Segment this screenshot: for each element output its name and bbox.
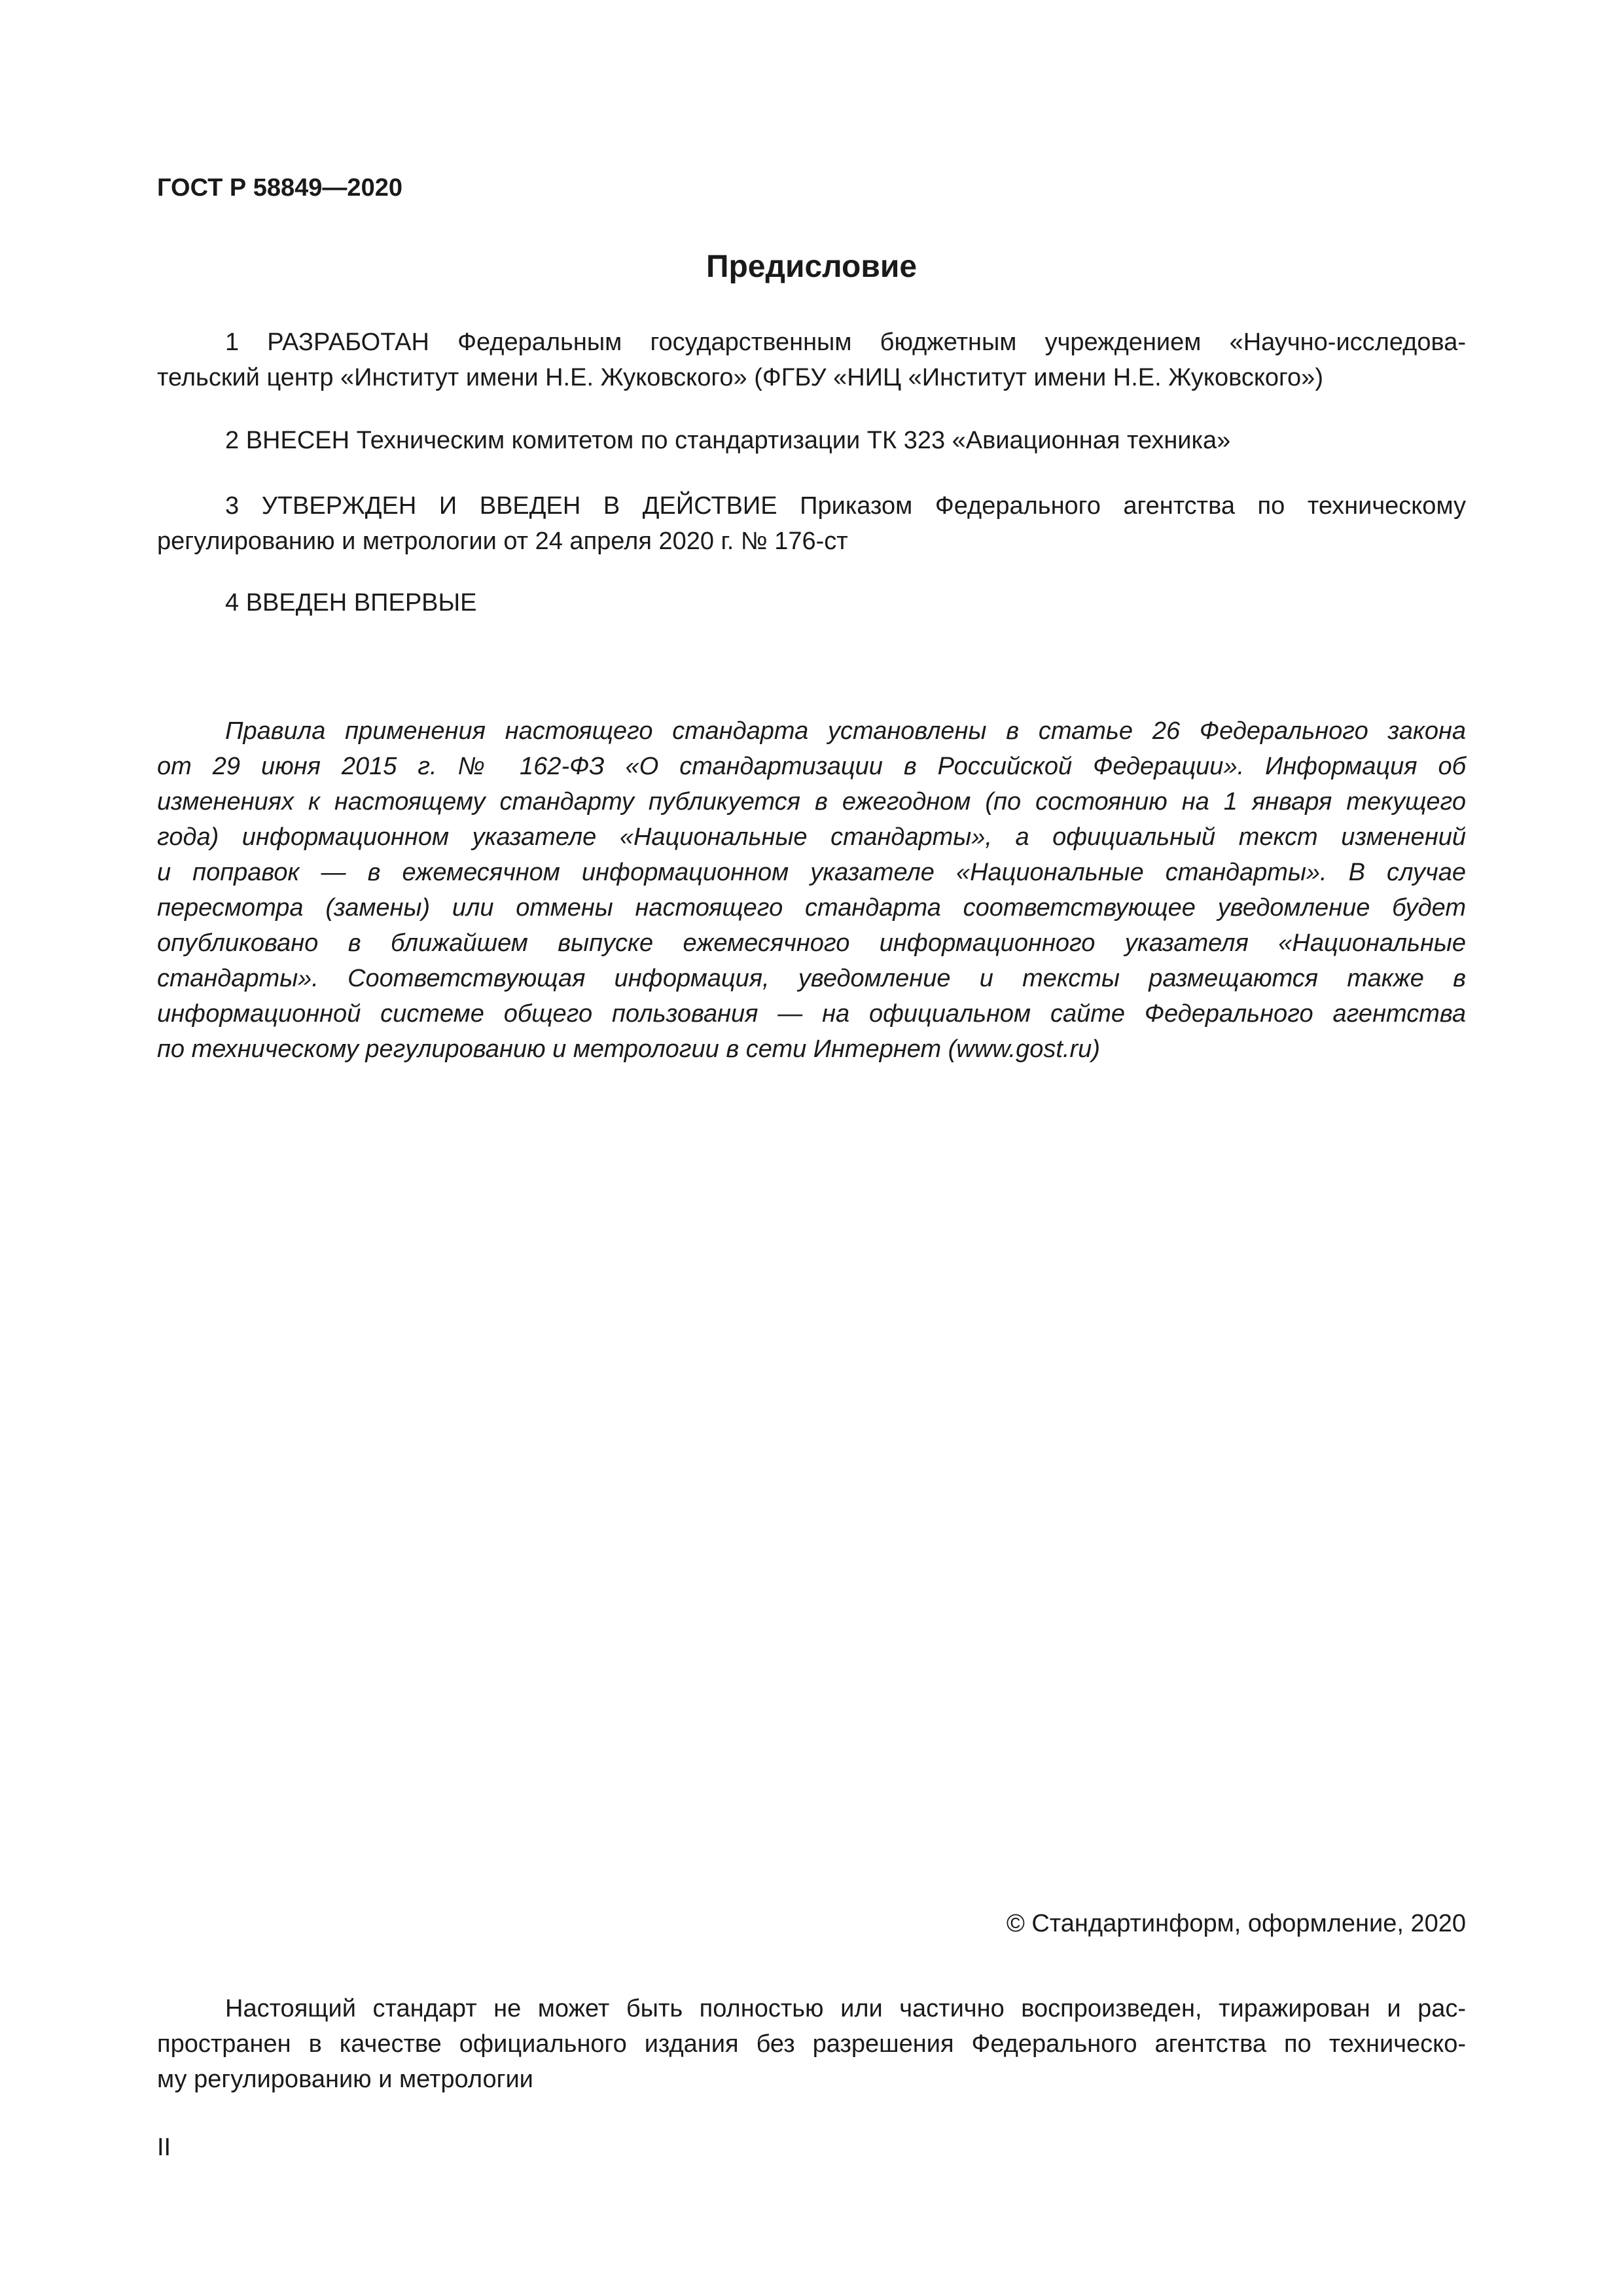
notice-line: от 29 июня 2015 г. № 162-ФЗ «О стандартизации в Российской Федерации». Информация об xyxy=(157,753,1466,780)
foreword-item-4-line-1: 4 ВВЕДЕН ВПЕРВЫЕ xyxy=(225,589,477,617)
document-code: ГОСТ Р 58849—2020 xyxy=(157,174,402,202)
copyright-line: © Стандартинформ, оформление, 2020 xyxy=(1006,1910,1466,1937)
foreword-item-3-line-2: регулированию и метрологии от 24 апреля 2020 г. № 176-ст xyxy=(157,528,848,555)
page-title: Предисловие xyxy=(705,249,918,284)
foreword-item-2 xyxy=(157,423,1466,458)
foreword-item-1-line-1: 1 РАЗРАБОТАН Федеральным государственным бюджетным учреждением «Научно-исследова- xyxy=(225,329,1466,356)
notice-line: по техническому регулированию и метрологии в сети Интернет (www.gost.ru) xyxy=(157,1035,1100,1063)
notice-line: информационной системе общего пользования — на официальном сайте Федерального агентства xyxy=(157,1000,1466,1028)
foreword-item-1 xyxy=(157,325,1466,395)
foreword-item-2-line-1: 2 ВНЕСЕН Техническим комитетом по стандартизации ТК 323 «Авиационная техника» xyxy=(225,427,1231,454)
reproduction-notice xyxy=(157,1991,1466,2097)
notice-line: Правила применения настоящего стандарта установлены в статье 26 Федерального закона xyxy=(225,717,1466,745)
foreword-item-3-line-1: 3 УТВЕРЖДЕН И ВВЕДЕН В ДЕЙСТВИЕ Приказом Федерального агентства по техническому xyxy=(225,492,1466,520)
foreword-item-3 xyxy=(157,488,1466,559)
notice-line: года) информационном указателе «Национальные стандарты», а официальный текст изменений xyxy=(157,823,1466,851)
notice-line: стандарты». Соответствующая информация, уведомление и тексты размещаются также в xyxy=(157,965,1466,992)
foreword-item-4 xyxy=(157,585,1466,620)
notice-line: изменениях к настоящему стандарту публикуется в ежегодном (по состоянию на 1 января текущего xyxy=(157,788,1466,816)
notice-line: опубликовано в ближайшем выпуске ежемесячного информационного указателя «Национальные xyxy=(157,929,1466,957)
notice-line: и поправок — в ежемесячном информационном указателе «Национальные стандарты». В случае xyxy=(157,859,1466,886)
notice-line: пересмотра (замены) или отмены настоящего стандарта соответствующее уведомление будет xyxy=(157,894,1466,922)
reproduction-line: пространен в качестве официального издания без разрешения Федерального агентства по техническо- xyxy=(157,2030,1466,2058)
page-number: II xyxy=(157,2134,171,2161)
reproduction-line: му регулированию и метрологии xyxy=(157,2066,533,2093)
reproduction-line: Настоящий стандарт не может быть полностью или частично воспроизведен, тиражирован и рас- xyxy=(225,1995,1466,2022)
foreword-item-1-line-2: тельский центр «Институт имени Н.Е. Жуковского» (ФГБУ «НИЦ «Институт имени Н.Е. Жуковского») xyxy=(157,364,1323,391)
application-rules-notice xyxy=(157,713,1466,1067)
